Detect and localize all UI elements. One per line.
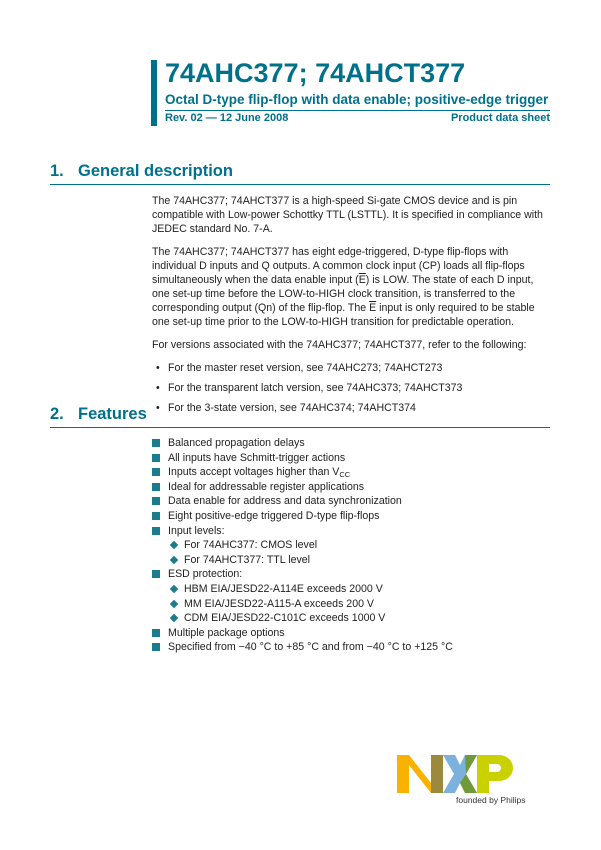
features-list [152, 436, 453, 655]
feature-item [152, 509, 453, 524]
text: ) is LOW. The state of each D input, one set-up time before the LOW-to-HIGH clock transition, is transferred to the corresponding output (Qn) of the flip-flop. The [152, 274, 534, 314]
text: The 74AHC377; 74AHCT377 has eight edge-triggered, D-type flip-flops with individual D inputs and Q outputs. A common clock input (CP) loads all flip-flops simultaneously when the data enable input ( [152, 246, 525, 286]
section-title: General description [78, 162, 233, 180]
square-bullet-icon [152, 454, 160, 462]
revision-info: Rev. 02 — 12 June 2008 [165, 112, 289, 124]
diamond-bullet-icon [170, 585, 178, 593]
nxp-logo [397, 755, 513, 793]
list-item [152, 381, 552, 395]
feature-item [152, 524, 453, 539]
feature-item [152, 626, 453, 641]
square-bullet-icon [152, 483, 160, 491]
feature-item [152, 436, 453, 451]
feature-text: CDM EIA/JESD22-C101C exceeds 1000 V [184, 612, 386, 625]
list-item-text: For the transparent latch version, see 74AHC373; 74AHCT373 [168, 382, 463, 394]
list-item-text: For the 3-state version, see 74AHC374; 74AHCT374 [168, 402, 416, 414]
section-title: Features [78, 405, 147, 423]
feature-item [152, 465, 453, 480]
square-bullet-icon [152, 629, 160, 637]
diamond-bullet-icon [170, 599, 178, 607]
document-subtitle: Octal D-type flip-flop with data enable; positive-edge trigger [165, 92, 549, 107]
feature-text: Ideal for addressable register applications [168, 480, 365, 493]
feature-text: Multiple package options [168, 626, 285, 639]
feature-text: Eight positive-edge triggered D-type flip-flops [168, 509, 380, 522]
feature-text: Balanced propagation delays [168, 437, 305, 449]
square-bullet-icon [152, 497, 160, 505]
feature-item [152, 494, 453, 509]
feature-subitem [152, 582, 453, 597]
logo-tagline: founded by Philips [456, 795, 526, 805]
bullet-icon: • [156, 402, 160, 414]
bullet-icon: • [156, 382, 160, 394]
square-bullet-icon [152, 439, 160, 447]
feature-subitem [152, 597, 453, 612]
list-item [152, 361, 552, 375]
text: input is only required to be stable one set-up time prior to the LOW-to-HIGH transition for predictable operation. [152, 302, 535, 328]
list-item-text: For the master reset version, see 74AHC273; 74AHCT273 [168, 362, 443, 374]
section-heading-general-description [50, 162, 550, 185]
square-bullet-icon [152, 527, 160, 535]
square-bullet-icon [152, 643, 160, 651]
general-description-body [152, 194, 552, 421]
e-bar-signal: $\overline{E}$ [369, 302, 377, 314]
feature-item [152, 567, 453, 582]
diamond-bullet-icon [170, 541, 178, 549]
feature-text: ESD protection: [168, 568, 243, 581]
feature-text: Specified from −40 °C to +85 °C and from −40 °C to +125 °C [168, 641, 453, 654]
bullet-icon: • [156, 362, 160, 374]
document-type: Product data sheet [450, 112, 550, 124]
feature-text: Input levels: [168, 524, 225, 537]
feature-subitem [152, 538, 453, 553]
paragraph [152, 245, 552, 329]
feature-subitem [152, 611, 453, 626]
square-bullet-icon [152, 468, 160, 476]
vcc-subscript: CC [339, 470, 351, 480]
header-divider [165, 110, 550, 111]
feature-text: For 74AHCT377: TTL level [184, 553, 310, 566]
square-bullet-icon [152, 570, 160, 578]
feature-item [152, 451, 453, 466]
document-title: 74AHC377; 74AHCT377 [165, 58, 466, 88]
square-bullet-icon [152, 512, 160, 520]
section-heading-features [50, 405, 550, 428]
feature-text: For 74AHC377: CMOS level [184, 539, 318, 552]
section-number: 2. [50, 405, 64, 423]
feature-text: MM EIA/JESD22-A115-A exceeds 200 V [184, 597, 374, 610]
section-number: 1. [50, 162, 64, 180]
diamond-bullet-icon [170, 614, 178, 622]
feature-text: Data enable for address and data synchronization [168, 495, 402, 508]
feature-item [152, 480, 453, 495]
diamond-bullet-icon [170, 556, 178, 564]
feature-text: HBM EIA/JESD22-A114E exceeds 2000 V [184, 582, 383, 595]
paragraph: For versions associated with the 74AHC377; 74AHCT377, refer to the following: [152, 339, 527, 351]
feature-text: Inputs accept voltages higher than V [168, 466, 340, 479]
feature-subitem [152, 553, 453, 568]
title-accent-bar [151, 60, 157, 126]
feature-text: All inputs have Schmitt-trigger actions [168, 451, 346, 464]
feature-item [152, 640, 453, 655]
paragraph: The 74AHC377; 74AHCT377 is a high-speed Si-gate CMOS device and is pin compatible with Low-power Schottky TTL (LSTTL). It is specified in compliance with JEDEC standard No. 7-A. [152, 195, 543, 235]
e-bar-signal: $\overline{E}$ [358, 274, 366, 286]
